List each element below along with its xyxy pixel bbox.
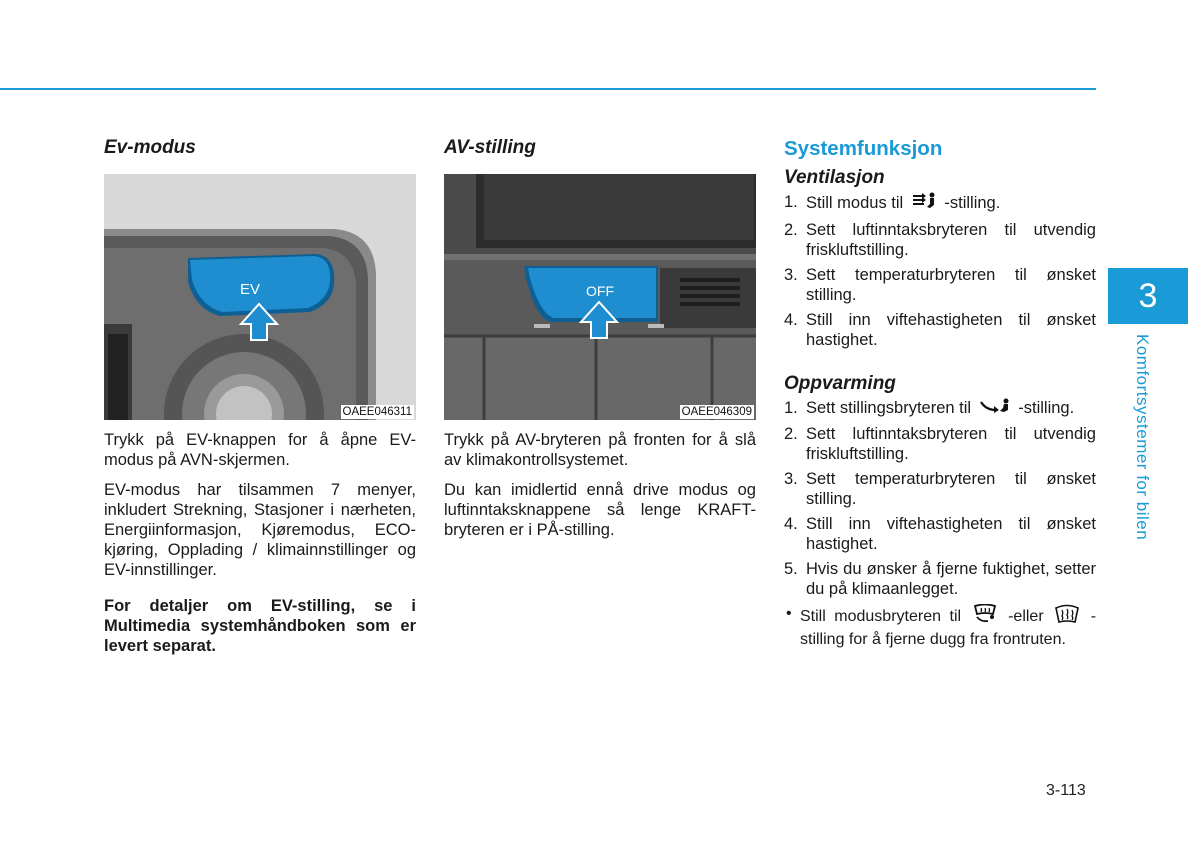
column-off-mode — [444, 136, 756, 550]
list-item — [784, 398, 1096, 419]
item-number: 5. — [784, 560, 798, 579]
item-text: Sett temperaturbryteren til ønsket stilling. — [806, 266, 1096, 304]
defrost-bullet — [784, 604, 1096, 650]
bullet-text: -stilling for å fjerne dugg fra frontruten. — [800, 608, 1097, 649]
floor-mode-icon — [978, 398, 1012, 419]
header-rule — [0, 88, 1096, 90]
item-text: Sett luftinntaksbryteren til utvendig friskluftstilling. — [806, 425, 1096, 464]
face-vent-mode-icon — [910, 192, 938, 215]
bullet-text: -eller — [1008, 608, 1044, 626]
paragraph: Trykk på AV-bryteren på fronten for å slå av klimakontrollsystemet. — [444, 431, 756, 469]
item-number: 1. — [784, 193, 798, 211]
item-number: 3. — [784, 470, 798, 489]
figure-off-button — [444, 174, 756, 420]
item-text: -stilling. — [944, 193, 1001, 212]
subtitle-ev-mode: Ev-modus — [104, 137, 196, 158]
defrost-icon — [1054, 604, 1080, 630]
list-item — [784, 265, 1096, 305]
figure-code: OAEE046311 — [342, 406, 412, 418]
ev-button-illustration — [104, 174, 416, 420]
ev-button-label: EV — [239, 281, 261, 298]
list-item — [784, 310, 1096, 350]
item-text: Hvis du ønsker å fjerne fuktighet, setter du på klimaanlegget. — [806, 560, 1096, 599]
subtitle-off-mode: AV-stilling — [444, 137, 536, 158]
heating-steps — [784, 398, 1096, 599]
item-number: 2. — [784, 425, 798, 444]
bullet-text: Still modusbryteren til — [800, 608, 962, 626]
item-text: Sett stillingsbryteren til — [806, 399, 972, 417]
list-item — [784, 469, 1096, 509]
list-item — [784, 514, 1096, 554]
item-number: 4. — [784, 311, 798, 329]
note-paragraph: For detaljer om EV-stilling, se i Multimedia systemhåndboken som er levert separat. — [104, 597, 416, 655]
column-ev-mode — [104, 136, 416, 666]
off-button-label: OFF — [586, 283, 614, 299]
item-number: 1. — [784, 399, 798, 417]
list-item — [784, 424, 1096, 464]
paragraph: EV-modus har tilsammen 7 menyer, inkludert Strekning, Stasjoner i nærheten, Energiinformasjon, Kjøremodus, ECO-kjøring, Opplading / klimainnstillinger og EV-innstillinger. — [104, 481, 416, 579]
chapter-tab: 3 — [1108, 268, 1188, 324]
ventilation-steps — [784, 192, 1096, 350]
item-text: Sett temperaturbryteren til ønsket stilling. — [806, 470, 1096, 509]
item-text: Still inn viftehastigheten til ønsket hastighet. — [806, 311, 1096, 349]
item-number: 4. — [784, 515, 798, 534]
item-number: 3. — [784, 266, 798, 284]
section-title: Systemfunksjon — [784, 137, 943, 160]
heading-ventilation: Ventilasjon — [784, 167, 885, 188]
item-number: 2. — [784, 221, 798, 239]
paragraph: Du kan imidlertid ennå drive modus og luftinntaksknappene så lenge KRAFT-bryteren er i PÅ-stilling. — [444, 481, 756, 539]
heading-heating: Oppvarming — [784, 373, 896, 394]
item-text: -stilling. — [1018, 399, 1075, 417]
floor-defrost-mode-icon — [972, 604, 998, 630]
paragraph: Trykk på EV-knappen for å åpne EV-modus på AVN-skjermen. — [104, 431, 416, 469]
figure-code: OAEE046309 — [681, 406, 752, 418]
figure-ev-button — [104, 174, 416, 420]
chapter-label: Komfortsystemer for bilen — [1133, 334, 1152, 541]
list-item — [784, 192, 1096, 215]
item-text: Still modus til — [806, 193, 904, 212]
item-text: Sett luftinntaksbryteren til utvendig friskluftstilling. — [806, 221, 1096, 259]
column-system-function — [784, 136, 1096, 650]
list-item — [784, 559, 1096, 599]
page-number: 3-113 — [1046, 782, 1086, 799]
item-text: Still inn viftehastigheten til ønsket hastighet. — [806, 515, 1096, 554]
bullet-mark: • — [786, 605, 792, 623]
off-button-illustration — [444, 174, 756, 420]
list-item — [784, 220, 1096, 260]
